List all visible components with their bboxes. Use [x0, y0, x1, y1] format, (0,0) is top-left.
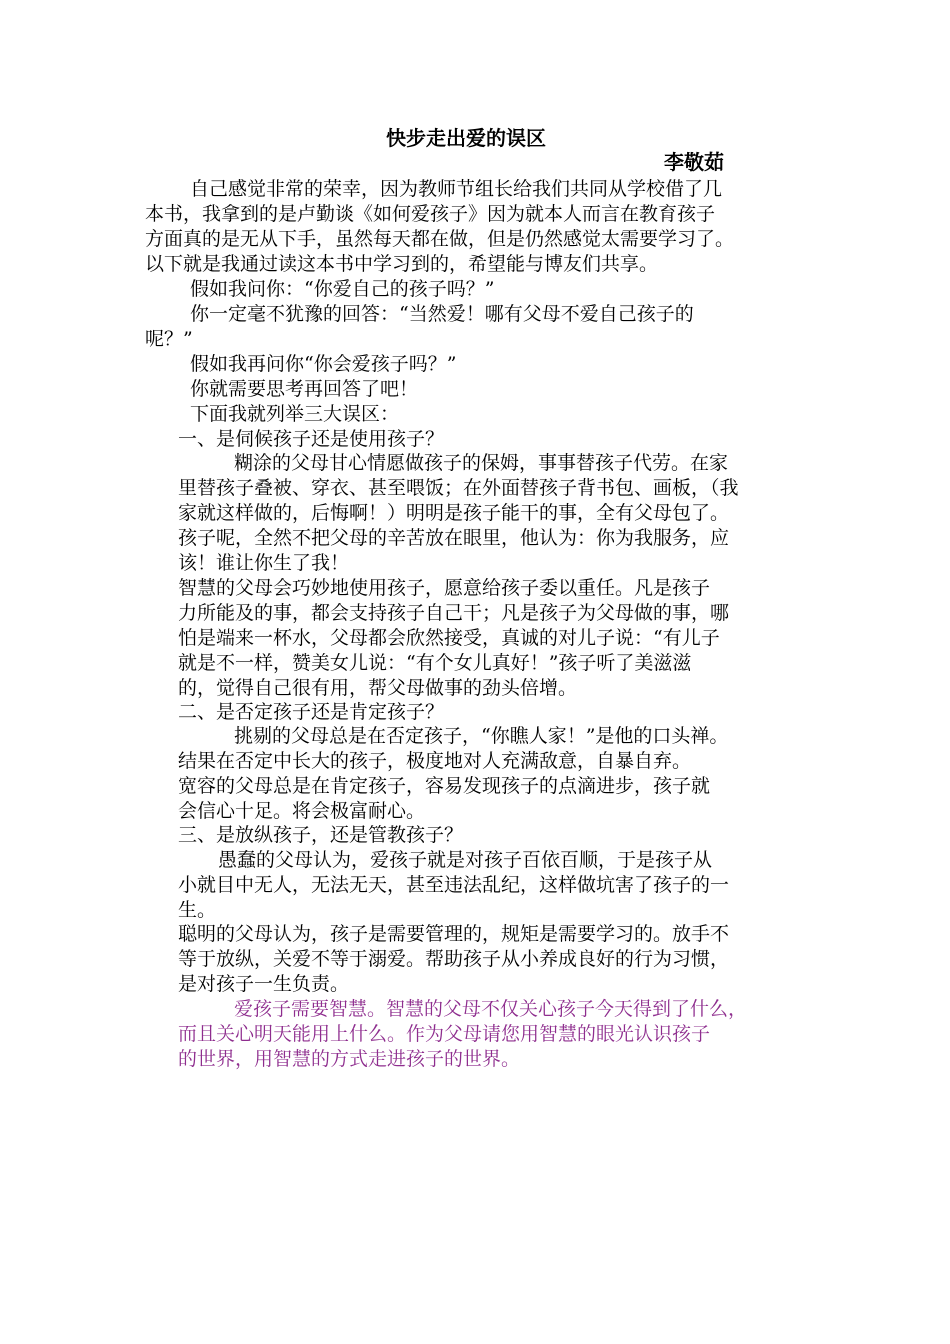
- text-line: 家就这样做的，后悔啊！）明明是孩子能干的事，全有父母包了。: [178, 502, 730, 524]
- text-line: 该！谁让你生了我！: [178, 552, 350, 574]
- text-line: 以下就是我通过读这本书中学习到的，希望能与博友们共享。: [145, 253, 659, 275]
- text-line: 会信心十足。将会极富耐心。: [178, 800, 426, 822]
- text-line: 假如我问你：“你爱自己的孩子吗？”: [190, 278, 495, 300]
- text-line: 聪明的父母认为，孩子是需要管理的，规矩是需要学习的。放手不: [178, 923, 730, 945]
- text-line: 力所能及的事，都会支持孩子自己干；凡是孩子为父母做的事，哪: [178, 602, 730, 624]
- text-line: 方面真的是无从下手，虽然每天都在做，但是仍然感觉太需要学习了。: [145, 228, 735, 250]
- author-name: 李敬茹: [664, 150, 724, 174]
- text-line: 呢？”: [145, 328, 193, 350]
- text-line: 就是不一样，赞美女儿说：“有个女儿真好！”孩子听了美滋滋: [178, 652, 692, 674]
- text-line: 愚蠢的父母认为，爱孩子就是对孩子百依百顺，于是孩子从: [218, 849, 713, 871]
- text-line: 宽容的父母总是在肯定孩子，容易发现孩子的点滴进步，孩子就: [178, 775, 711, 797]
- text-line: 自己感觉非常的荣幸，因为教师节组长给我们共同从学校借了几: [190, 178, 723, 200]
- highlighted-line: 而且关心明天能用上什么。作为父母请您用智慧的眼光认识孩子: [178, 1023, 711, 1045]
- highlighted-line: 爱孩子需要智慧。智慧的父母不仅关心孩子今天得到了什么，: [234, 998, 748, 1020]
- section-heading: 二、是否定孩子还是肯定孩子？: [178, 701, 445, 723]
- text-line: 本书，我拿到的是卢勤谈《如何爱孩子》因为就本人而言在教育孩子: [145, 203, 716, 225]
- section-heading: 三、是放纵孩子，还是管教孩子？: [178, 824, 464, 846]
- text-line: 孩子呢，全然不把父母的辛苦放在眼里，他认为：你为我服务，应: [178, 527, 730, 549]
- section-heading: 一、是伺候孩子还是使用孩子？: [178, 428, 445, 450]
- text-line: 结果在否定中长大的孩子，极度地对人充满敌意，自暴自弃。: [178, 750, 692, 772]
- text-line: 你一定毫不犹豫的回答：“当然爱！哪有父母不爱自己孩子的: [190, 303, 694, 325]
- text-line: 的，觉得自己很有用，帮父母做事的劲头倍增。: [178, 677, 578, 699]
- highlighted-line: 的世界，用智慧的方式走进孩子的世界。: [178, 1048, 521, 1070]
- text-line: 生。: [178, 899, 217, 921]
- text-line: 是对孩子一生负责。: [178, 973, 350, 995]
- text-line: 假如我再问你“你会爱孩子吗？”: [190, 353, 457, 375]
- text-line: 小就目中无人，无法无天，甚至违法乱纪，这样做坑害了孩子的一: [178, 874, 730, 896]
- document-title: 快步走出爱的误区: [386, 126, 546, 150]
- text-line: 下面我就列举三大误区：: [190, 403, 400, 425]
- text-line: 等于放纵，关爱不等于溺爱。帮助孩子从小养成良好的行为习惯，: [178, 948, 730, 970]
- text-line: 你就需要思考再回答了吧！: [190, 378, 419, 400]
- text-line: 里替孩子叠被、穿衣、甚至喂饭；在外面替孩子背书包、画板，（我: [178, 477, 739, 499]
- text-line: 挑剔的父母总是在否定孩子，“你瞧人家！”是他的口头禅。: [234, 725, 729, 747]
- text-line: 智慧的父母会巧妙地使用孩子，愿意给孩子委以重任。凡是孩子: [178, 577, 711, 599]
- text-line: 糊涂的父母甘心情愿做孩子的保姆，事事替孩子代劳。在家: [234, 452, 729, 474]
- text-line: 怕是端来一杯水，父母都会欣然接受，真诚的对儿子说：“有儿子: [178, 627, 720, 649]
